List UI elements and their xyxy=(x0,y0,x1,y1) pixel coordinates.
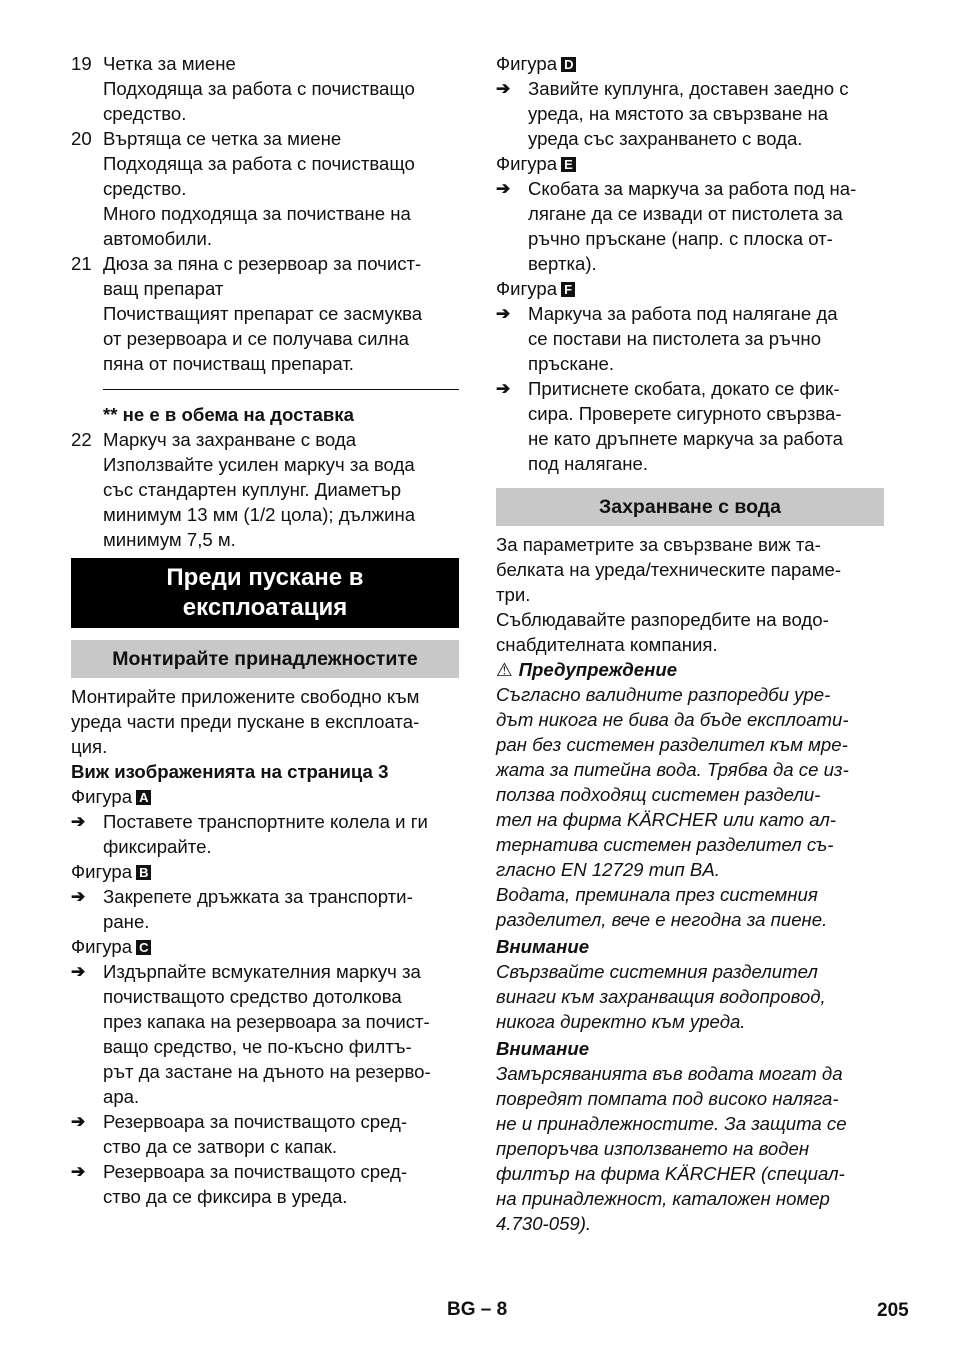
item-desc-line: средство. xyxy=(103,103,187,124)
instruction-step xyxy=(496,301,884,376)
step-line: сира. Проверете сигурното свързва- xyxy=(528,403,842,424)
numbered-item xyxy=(71,427,459,552)
section-title xyxy=(71,558,459,628)
arrow-icon: ➔ xyxy=(71,887,86,906)
instruction-step xyxy=(71,1109,459,1159)
instruction-step xyxy=(71,809,459,859)
step-line: Резервоара за почистващото сред- xyxy=(103,1161,408,1182)
step-text xyxy=(528,376,884,476)
warning-line: тернатива системен разделител съ- xyxy=(496,834,834,855)
step-line: фиксирайте. xyxy=(103,836,212,857)
warning-title-text: Предупреждение xyxy=(518,659,678,680)
step-line: рът да застане на дъното на резерво- xyxy=(103,1061,431,1082)
figure-label-text: Фигура xyxy=(496,53,558,74)
step-line: ране. xyxy=(103,911,150,932)
footer-label: BG – 8 xyxy=(447,1299,508,1320)
item-desc-line: Използвайте усилен маркуч за вода xyxy=(103,454,415,475)
item-number: 21 xyxy=(71,253,92,274)
instruction-step xyxy=(71,884,459,934)
caution-line: на принадлежност, каталожен номер xyxy=(496,1188,830,1209)
caution-line: повредят помпата под високо наляга- xyxy=(496,1088,839,1109)
arrow-icon: ➔ xyxy=(71,962,86,981)
warning-line: ран без системен разделител към мре- xyxy=(496,734,848,755)
warning-line: жата за питейна вода. Трябва да се из- xyxy=(496,759,849,780)
intro-line: ция. xyxy=(71,736,108,757)
item-number: 19 xyxy=(71,53,92,74)
warning-line: тел на фирма KÄRCHER или като ал- xyxy=(496,809,836,830)
item-title-wrap xyxy=(103,51,459,126)
figure-label xyxy=(496,276,884,301)
paragraph-line: снабдителната компания. xyxy=(496,634,718,655)
item-title: Четка за миене xyxy=(103,53,236,74)
figure-label-text: Фигура xyxy=(71,936,133,957)
intro-line: уреда части преди пускане в експлоата- xyxy=(71,711,420,732)
step-text xyxy=(103,1159,459,1209)
caution-title: Внимание xyxy=(496,1038,590,1059)
item-desc-line: пяна от почистващ препарат. xyxy=(103,353,354,374)
figure-label-text: Фигура xyxy=(71,786,133,807)
step-line: Маркуча за работа под налягане да xyxy=(528,303,838,324)
caution-line: филтър на фирма KÄRCHER (специал- xyxy=(496,1163,845,1184)
item-title-wrap xyxy=(103,126,459,251)
step-line: Завийте куплунга, доставен заедно с xyxy=(528,78,849,99)
item-desc-line: от резервоара и се получава силна xyxy=(103,328,409,349)
instruction-step xyxy=(71,1159,459,1209)
warning-title xyxy=(496,657,884,682)
caution-line: препоръчва използването на воден xyxy=(496,1138,810,1159)
step-line: не като дръпнете маркуча за работа xyxy=(528,428,843,449)
numbered-item xyxy=(71,126,459,251)
figure-label-text: Фигура xyxy=(71,861,133,882)
caution-title: Внимание xyxy=(496,936,590,957)
step-text xyxy=(103,1109,459,1159)
figure-label-text: Фигура xyxy=(496,153,558,174)
item-desc-line: със стандартен куплунг. Диаметър xyxy=(103,479,402,500)
numbered-item xyxy=(71,51,459,126)
item-number: 20 xyxy=(71,128,92,149)
step-line: Издърпайте всмукателния маркуч за xyxy=(103,961,421,982)
item-title: Дюза за пяна с резервоар за почист- xyxy=(103,253,422,274)
instruction-step xyxy=(71,959,459,1109)
caution-line: 4.730-059). xyxy=(496,1213,592,1234)
item-title: Маркуч за захранване с вода xyxy=(103,429,357,450)
figure-label-text: Фигура xyxy=(496,278,558,299)
arrow-icon: ➔ xyxy=(496,304,511,323)
arrow-icon: ➔ xyxy=(71,812,86,831)
item-number: 22 xyxy=(71,429,92,450)
paragraph-line: За параметрите за свързване виж та- xyxy=(496,534,821,555)
item-title-wrap xyxy=(103,251,459,376)
page-number: 205 xyxy=(877,1300,909,1321)
step-text xyxy=(528,76,884,151)
figure-label xyxy=(496,151,884,176)
figure-label xyxy=(71,859,459,884)
warning-line: Съгласно валидните разпоредби уре- xyxy=(496,684,831,705)
warning-line: ползва подходящ системен раздели- xyxy=(496,784,821,805)
step-text xyxy=(103,884,459,934)
item-title: ващ препарат xyxy=(103,278,224,299)
scope-note: ** не е в обема на доставка xyxy=(103,404,354,425)
item-desc-line: автомобили. xyxy=(103,228,213,249)
item-desc-line: Почистващият препарат се засмуква xyxy=(103,303,423,324)
step-text xyxy=(103,959,459,1109)
right-column xyxy=(496,51,884,1236)
item-desc-line: Подходяща за работа с почистващо xyxy=(103,153,415,174)
subsection-title: Монтирайте принадлежностите xyxy=(71,640,459,678)
section-title-line: Преди пускане в xyxy=(166,564,364,591)
step-line: ръчно пръскане (напр. с плоска от- xyxy=(528,228,833,249)
figure-label xyxy=(496,51,884,76)
instruction-step xyxy=(496,376,884,476)
step-line: почистващото средство дотолкова xyxy=(103,986,402,1007)
step-line: ство да се затвори с капак. xyxy=(103,1136,338,1157)
figure-label xyxy=(71,784,459,809)
step-line: пръскане. xyxy=(528,353,614,374)
figure-letter-box: B xyxy=(136,865,151,880)
step-line: под налягане. xyxy=(528,453,649,474)
step-line: Поставете транспортните колела и ги xyxy=(103,811,428,832)
step-line: ара. xyxy=(103,1086,140,1107)
step-text xyxy=(528,301,884,376)
numbered-item xyxy=(71,251,459,376)
item-desc-line: минимум 7,5 м. xyxy=(103,529,236,550)
arrow-icon: ➔ xyxy=(496,379,511,398)
step-line: ващо средство, че по-късно филтъ- xyxy=(103,1036,412,1057)
warning-icon: ⚠ xyxy=(496,659,513,680)
caution-line: никога директно към уреда. xyxy=(496,1011,746,1032)
instruction-step xyxy=(496,76,884,151)
step-line: уреда със захранването с вода. xyxy=(528,128,803,149)
step-text xyxy=(528,176,884,276)
step-line: се постави на пистолета за ръчно xyxy=(528,328,822,349)
arrow-icon: ➔ xyxy=(71,1112,86,1131)
caution-line: винаги към захранващия водопровод, xyxy=(496,986,826,1007)
caution-line: не и принадлежностите. За защита се xyxy=(496,1113,847,1134)
step-line: лягане да се извади от пистолета за xyxy=(528,203,843,224)
paragraph-line: белката на уреда/техническите параме- xyxy=(496,559,842,580)
arrow-icon: ➔ xyxy=(496,179,511,198)
step-line: Резервоара за почистващото сред- xyxy=(103,1111,408,1132)
intro-line: Монтирайте приложените свободно към xyxy=(71,686,420,707)
paragraph-line: Съблюдавайте разпоредбите на водо- xyxy=(496,609,829,630)
step-line: Притиснете скобата, докато се фик- xyxy=(528,378,840,399)
figure-letter-box: F xyxy=(561,282,575,297)
instruction-step xyxy=(496,176,884,276)
step-line: през капака на резервоара за почист- xyxy=(103,1011,430,1032)
item-desc-line: Много подходяща за почистване на xyxy=(103,203,411,224)
item-desc-line: минимум 13 мм (1/2 цола); дължина xyxy=(103,504,416,525)
see-images-note: Виж изображенията на страница 3 xyxy=(71,761,389,782)
warning-line: разделител, вече е негодна за пиене. xyxy=(496,909,828,930)
section-title-line: експлоатация xyxy=(182,594,348,621)
arrow-icon: ➔ xyxy=(71,1162,86,1181)
figure-label xyxy=(71,934,459,959)
step-text xyxy=(103,809,459,859)
item-title: Въртяща се четка за миене xyxy=(103,128,342,149)
arrow-icon: ➔ xyxy=(496,79,511,98)
separator-line xyxy=(103,389,459,390)
warning-line: дът никога не бива да бъде експлоати- xyxy=(496,709,849,730)
figure-letter-box: A xyxy=(136,790,151,805)
step-line: вертка). xyxy=(528,253,597,274)
figure-letter-box: E xyxy=(561,157,576,172)
step-line: уреда, на мястото за свързване на xyxy=(528,103,829,124)
figure-letter-box: C xyxy=(136,940,151,955)
step-line: Закрепете дръжката за транспорти- xyxy=(103,886,413,907)
warning-line: гласно EN 12729 тип BA. xyxy=(496,859,720,880)
figure-letter-box: D xyxy=(561,57,576,72)
item-title-wrap xyxy=(103,427,459,552)
item-desc-line: Подходяща за работа с почистващо xyxy=(103,78,415,99)
caution-line: Замърсяванията във водата могат да xyxy=(496,1063,843,1084)
step-line: Скобата за маркуча за работа под на- xyxy=(528,178,857,199)
step-line: ство да се фиксира в уреда. xyxy=(103,1186,348,1207)
paragraph-line: три. xyxy=(496,584,531,605)
item-desc-line: средство. xyxy=(103,178,187,199)
warning-line: Водата, преминала през системния xyxy=(496,884,818,905)
left-column xyxy=(71,51,459,1209)
subsection-title: Захранване с вода xyxy=(496,488,884,526)
caution-line: Свързвайте системния разделител xyxy=(496,961,818,982)
